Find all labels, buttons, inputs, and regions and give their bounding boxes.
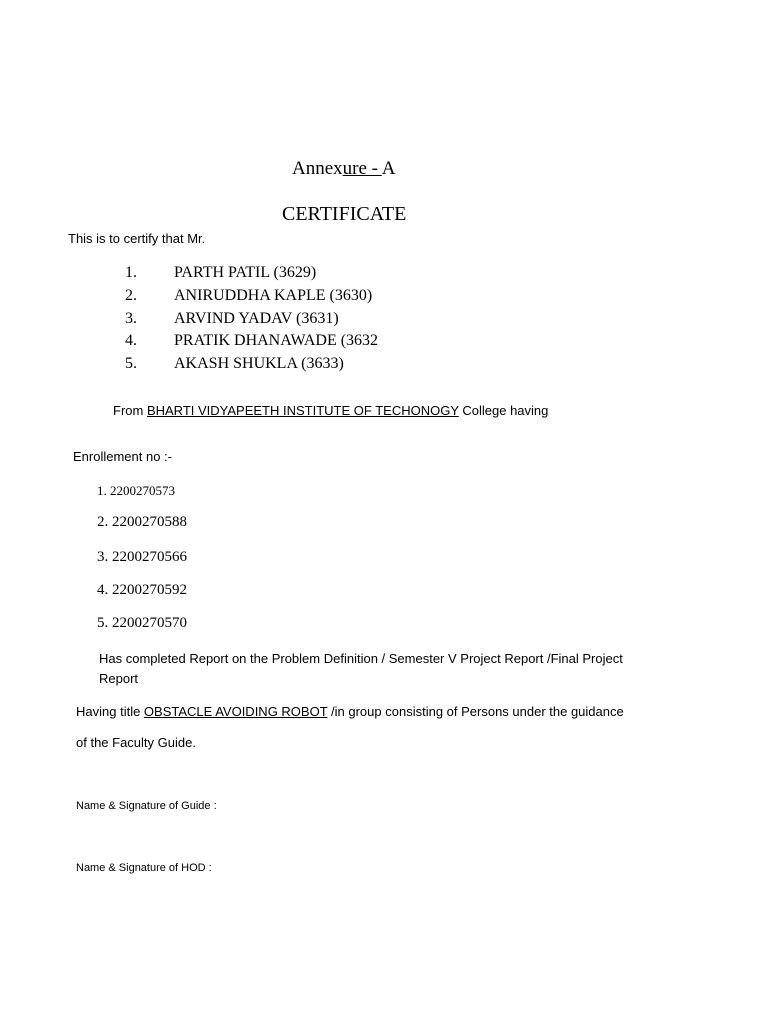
project-title-line — [76, 704, 624, 719]
institute-name: BHARTI VIDYAPEETH INSTITUTE OF TECHONOGY — [146, 403, 459, 418]
member-number: 2. — [125, 287, 137, 304]
member-item — [125, 355, 344, 373]
certificate-title: CERTIFICATE — [282, 203, 407, 225]
member-name: AKASH SHUKLA (3633) — [174, 355, 344, 372]
annexure-suffix: A — [381, 158, 396, 179]
from-suffix: College having — [458, 403, 549, 418]
intro-text: This is to certify that Mr. — [68, 231, 206, 246]
from-prefix: From — [113, 403, 147, 418]
annexure-heading — [292, 158, 395, 180]
enrollment-item: 4. 2200270592 — [97, 582, 187, 598]
member-name: ARVIND YADAV (3631) — [174, 310, 339, 327]
annexure-underlined: ure - — [342, 158, 382, 179]
member-number: 4. — [125, 332, 137, 349]
member-name: ANIRUDDHA KAPLE (3630) — [174, 287, 373, 304]
member-number: 3. — [125, 310, 137, 327]
title-prefix: Having title — [76, 704, 144, 719]
title-suffix: /in group consisting of Persons under the guidance — [327, 704, 624, 719]
hod-signature-label: Name & Signature of HOD : — [76, 862, 212, 874]
member-item — [125, 332, 378, 350]
member-name: PRATIK DHANAWADE (3632 — [174, 332, 379, 349]
annexure-prefix: Annex — [292, 158, 343, 179]
member-item — [125, 310, 339, 328]
enrollment-item: 1. 2200270573 — [97, 483, 175, 498]
enrollment-item: 3. 2200270566 — [97, 549, 187, 565]
enrollment-item: 2. 2200270588 — [97, 514, 187, 530]
member-item — [125, 264, 316, 282]
enrollment-label: Enrollement no :- — [73, 449, 172, 464]
member-number: 5. — [125, 355, 137, 372]
member-item — [125, 287, 372, 305]
faculty-text: of the Faculty Guide. — [76, 735, 196, 750]
enrollment-item: 5. 2200270570 — [97, 615, 187, 631]
completion-text: Has completed Report on the Problem Definition / Semester V Project Report /Final Project Report — [99, 651, 623, 686]
guide-signature-label: Name & Signature of Guide : — [76, 800, 217, 812]
member-number: 1. — [125, 264, 137, 281]
institute-line — [113, 403, 548, 418]
member-name: PARTH PATIL (3629) — [174, 264, 317, 281]
project-title: OBSTACLE AVOIDING ROBOT — [143, 704, 328, 719]
